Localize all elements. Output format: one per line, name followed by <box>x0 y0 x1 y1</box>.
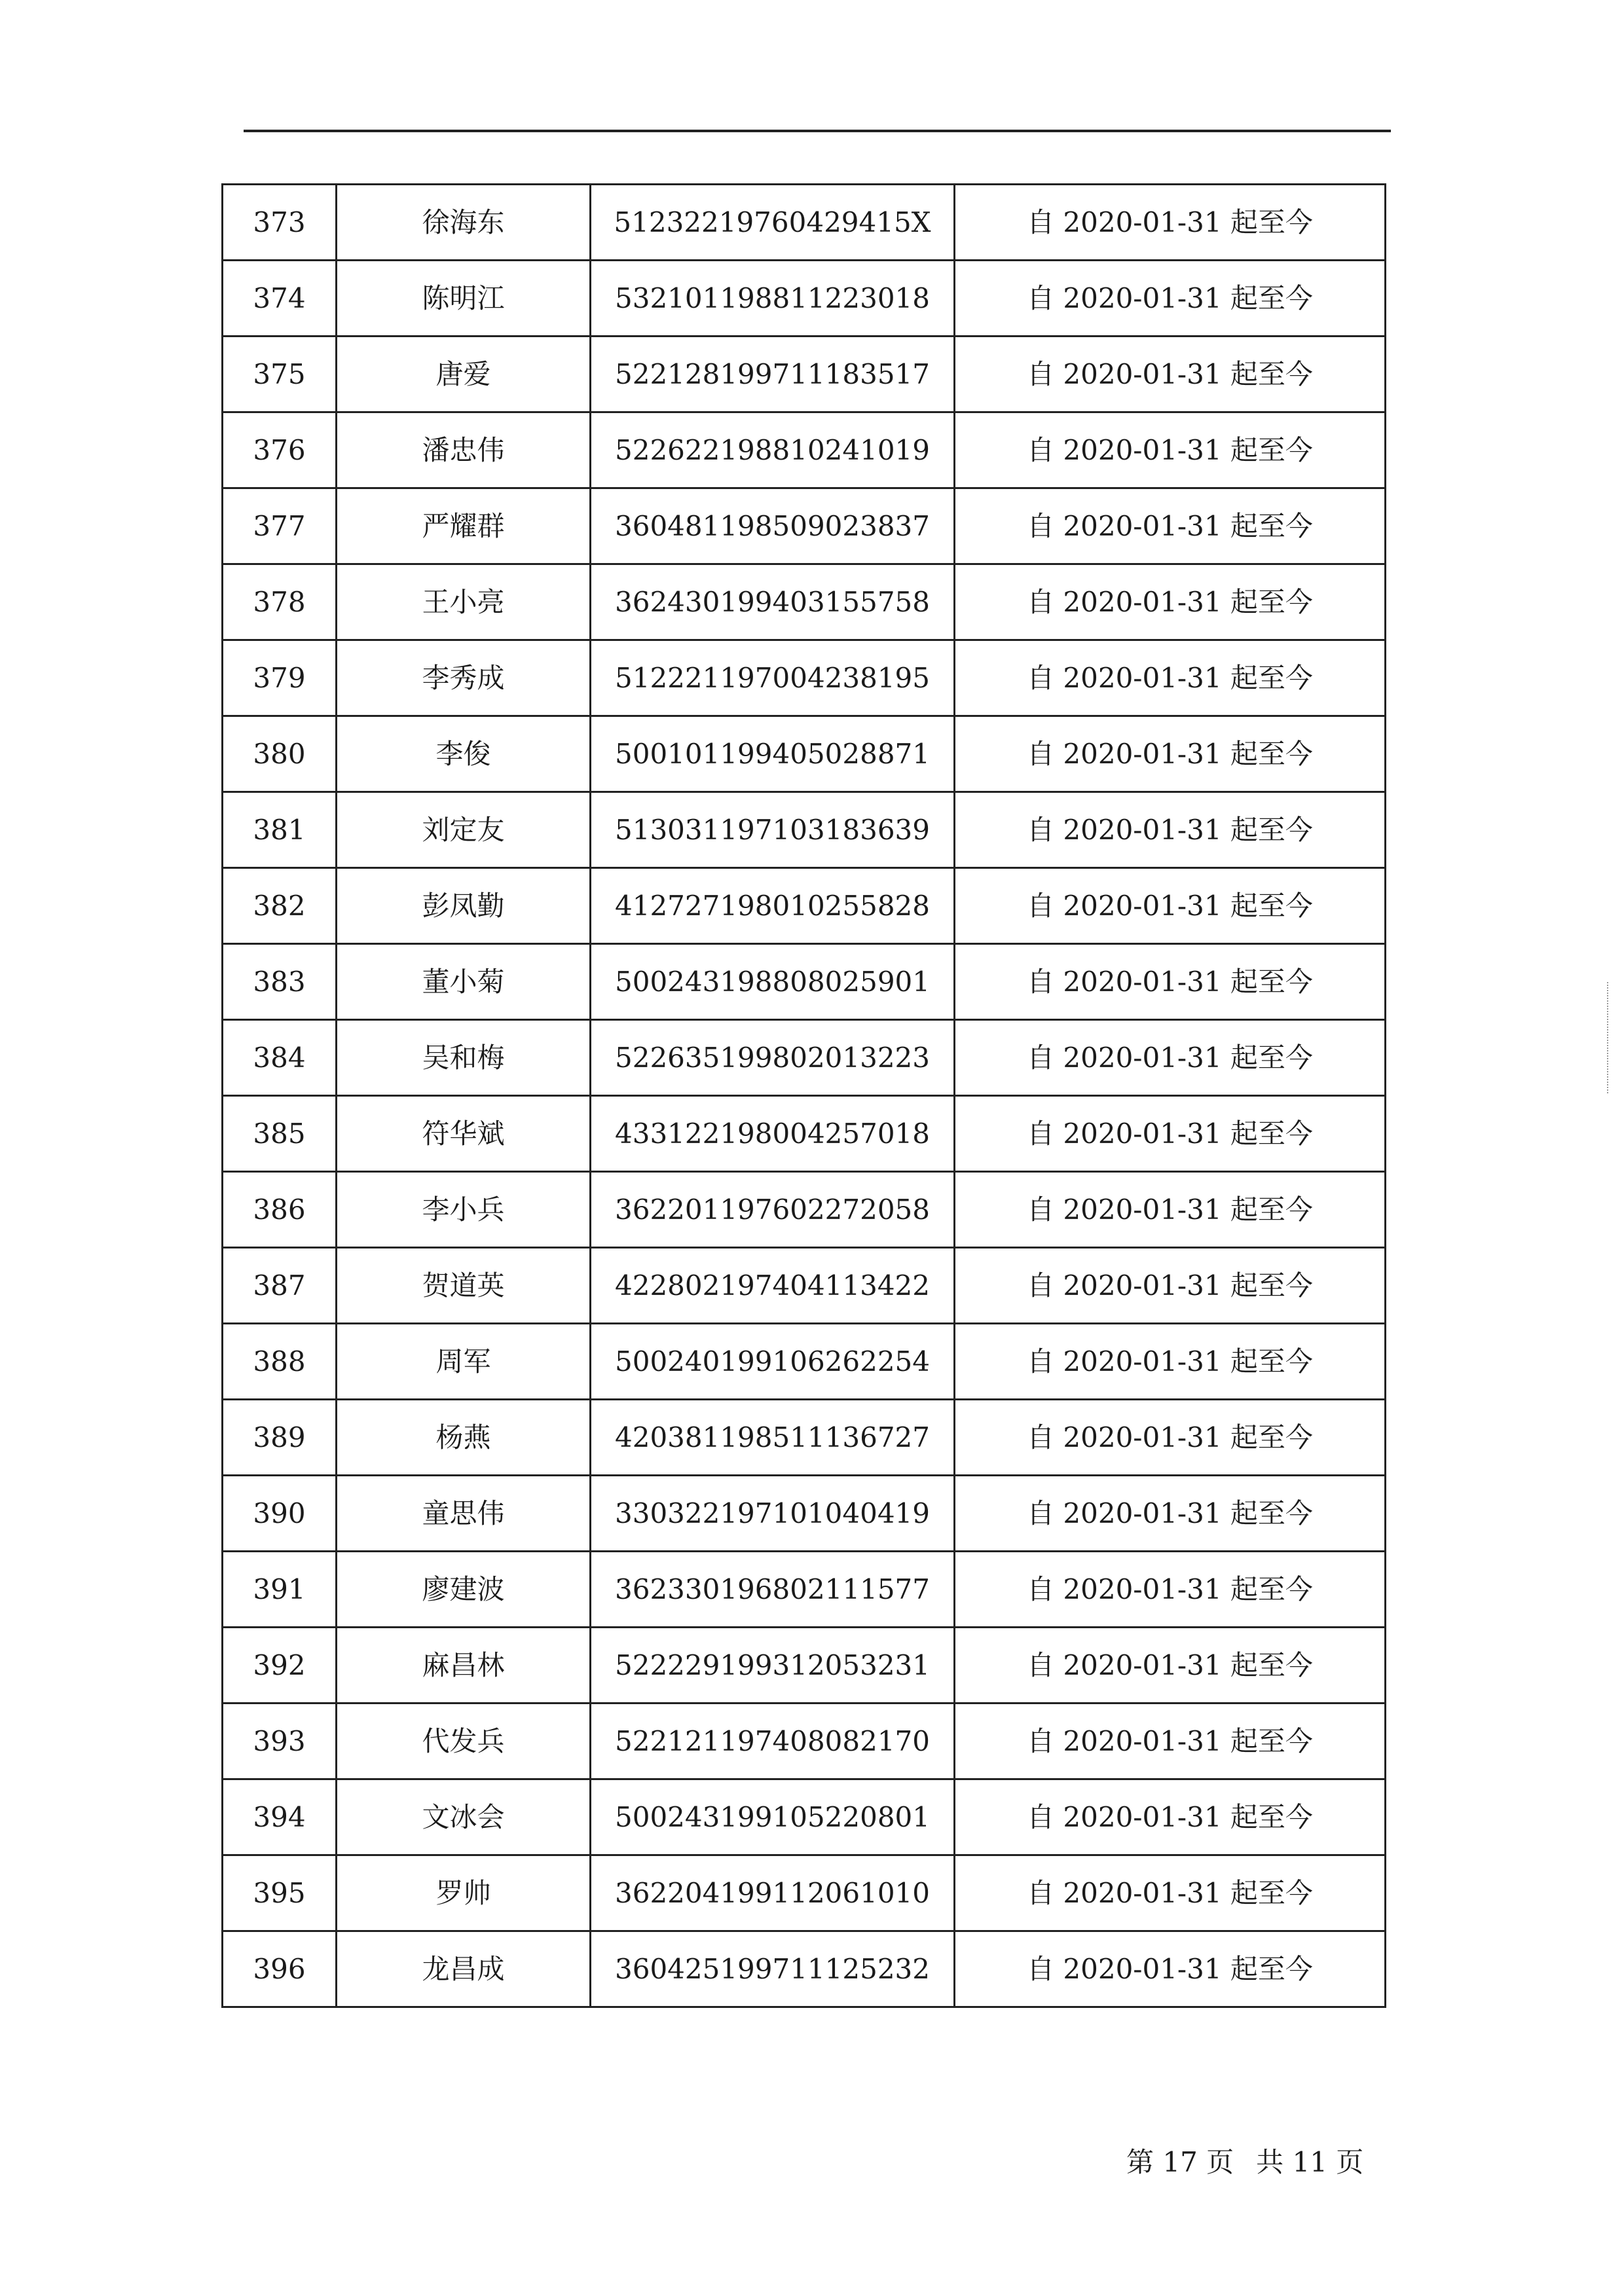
id-number-cell: 420381198511136727 <box>591 1400 955 1476</box>
id-number-cell: 412727198010255828 <box>591 868 955 944</box>
since-date-cell: 自 2020-01-31 起至今 <box>955 1931 1386 2007</box>
table-row <box>223 564 1386 640</box>
id-number-cell: 433122198004257018 <box>591 1096 955 1172</box>
since-date-cell: 自 2020-01-31 起至今 <box>955 1476 1386 1552</box>
id-number-cell: 522128199711183517 <box>591 337 955 412</box>
id-number-cell: 362330196802111577 <box>591 1552 955 1628</box>
id-number-cell: 522635199802013223 <box>591 1020 955 1096</box>
name-cell: 王小亮 <box>337 564 591 640</box>
since-date-cell: 自 2020-01-31 起至今 <box>955 1400 1386 1476</box>
name-cell: 符华斌 <box>337 1096 591 1172</box>
name-cell: 麻昌林 <box>337 1628 591 1704</box>
since-date-cell: 自 2020-01-31 起至今 <box>955 1172 1386 1248</box>
row-number-cell: 378 <box>223 564 337 640</box>
since-date-cell: 自 2020-01-31 起至今 <box>955 716 1386 792</box>
row-number-cell: 389 <box>223 1400 337 1476</box>
since-date-cell: 自 2020-01-31 起至今 <box>955 1324 1386 1400</box>
table-row <box>223 1855 1386 1931</box>
table-row <box>223 868 1386 944</box>
table-row <box>223 261 1386 337</box>
name-cell: 彭凤勤 <box>337 868 591 944</box>
id-number-cell: 360481198509023837 <box>591 488 955 564</box>
table-row <box>223 1476 1386 1552</box>
since-date-cell: 自 2020-01-31 起至今 <box>955 488 1386 564</box>
table-row <box>223 1248 1386 1324</box>
table-row <box>223 1096 1386 1172</box>
row-number-cell: 390 <box>223 1476 337 1552</box>
name-cell: 文冰会 <box>337 1779 591 1855</box>
row-number-cell: 384 <box>223 1020 337 1096</box>
id-number-cell: 362430199403155758 <box>591 564 955 640</box>
id-number-cell: 362204199112061010 <box>591 1855 955 1931</box>
row-number-cell: 393 <box>223 1704 337 1779</box>
since-date-cell: 自 2020-01-31 起至今 <box>955 261 1386 337</box>
roster-table <box>221 183 1386 2008</box>
name-cell: 董小菊 <box>337 944 591 1020</box>
name-cell: 李秀成 <box>337 640 591 716</box>
since-date-cell: 自 2020-01-31 起至今 <box>955 1779 1386 1855</box>
table-row <box>223 792 1386 868</box>
table-row <box>223 337 1386 412</box>
row-number-cell: 382 <box>223 868 337 944</box>
id-number-cell: 512221197004238195 <box>591 640 955 716</box>
row-number-cell: 380 <box>223 716 337 792</box>
since-date-cell: 自 2020-01-31 起至今 <box>955 1628 1386 1704</box>
row-number-cell: 379 <box>223 640 337 716</box>
id-number-cell: 362201197602272058 <box>591 1172 955 1248</box>
since-date-cell: 自 2020-01-31 起至今 <box>955 185 1386 261</box>
roster-table-container <box>221 183 1384 2008</box>
since-date-cell: 自 2020-01-31 起至今 <box>955 640 1386 716</box>
since-date-cell: 自 2020-01-31 起至今 <box>955 792 1386 868</box>
since-date-cell: 自 2020-01-31 起至今 <box>955 1552 1386 1628</box>
table-row <box>223 1931 1386 2007</box>
id-number-cell: 513031197103183639 <box>591 792 955 868</box>
table-row <box>223 716 1386 792</box>
since-date-cell: 自 2020-01-31 起至今 <box>955 1248 1386 1324</box>
id-number-cell: 51232219760429415X <box>591 185 955 261</box>
name-cell: 徐海东 <box>337 185 591 261</box>
table-row <box>223 1324 1386 1400</box>
roster-table-body <box>223 185 1386 2007</box>
name-cell: 廖建波 <box>337 1552 591 1628</box>
name-cell: 罗帅 <box>337 1855 591 1931</box>
since-date-cell: 自 2020-01-31 起至今 <box>955 944 1386 1020</box>
row-number-cell: 374 <box>223 261 337 337</box>
row-number-cell: 388 <box>223 1324 337 1400</box>
id-number-cell: 330322197101040419 <box>591 1476 955 1552</box>
id-number-cell: 500101199405028871 <box>591 716 955 792</box>
table-row <box>223 1552 1386 1628</box>
table-row <box>223 640 1386 716</box>
since-date-cell: 自 2020-01-31 起至今 <box>955 564 1386 640</box>
id-number-cell: 500243199105220801 <box>591 1779 955 1855</box>
row-number-cell: 385 <box>223 1096 337 1172</box>
name-cell: 唐爱 <box>337 337 591 412</box>
row-number-cell: 392 <box>223 1628 337 1704</box>
since-date-cell: 自 2020-01-31 起至今 <box>955 1704 1386 1779</box>
id-number-cell: 522229199312053231 <box>591 1628 955 1704</box>
row-number-cell: 376 <box>223 412 337 488</box>
name-cell: 龙昌成 <box>337 1931 591 2007</box>
since-date-cell: 自 2020-01-31 起至今 <box>955 868 1386 944</box>
table-row <box>223 488 1386 564</box>
name-cell: 吴和梅 <box>337 1020 591 1096</box>
name-cell: 李俊 <box>337 716 591 792</box>
table-row <box>223 1400 1386 1476</box>
id-number-cell: 422802197404113422 <box>591 1248 955 1324</box>
page-footer <box>1126 2141 1363 2180</box>
since-date-cell: 自 2020-01-31 起至今 <box>955 337 1386 412</box>
row-number-cell: 394 <box>223 1779 337 1855</box>
name-cell: 贺道英 <box>337 1248 591 1324</box>
table-row <box>223 412 1386 488</box>
id-number-cell: 522121197408082170 <box>591 1704 955 1779</box>
scan-edge-marks <box>1607 982 1612 1093</box>
row-number-cell: 377 <box>223 488 337 564</box>
name-cell: 严耀群 <box>337 488 591 564</box>
since-date-cell: 自 2020-01-31 起至今 <box>955 1020 1386 1096</box>
since-date-cell: 自 2020-01-31 起至今 <box>955 1855 1386 1931</box>
name-cell: 陈明江 <box>337 261 591 337</box>
row-number-cell: 383 <box>223 944 337 1020</box>
table-row <box>223 1704 1386 1779</box>
row-number-cell: 375 <box>223 337 337 412</box>
page-total: 共 11 页 <box>1256 2146 1364 2178</box>
name-cell: 刘定友 <box>337 792 591 868</box>
id-number-cell: 532101198811223018 <box>591 261 955 337</box>
since-date-cell: 自 2020-01-31 起至今 <box>955 412 1386 488</box>
row-number-cell: 373 <box>223 185 337 261</box>
table-row <box>223 1020 1386 1096</box>
name-cell: 童思伟 <box>337 1476 591 1552</box>
id-number-cell: 360425199711125232 <box>591 1931 955 2007</box>
row-number-cell: 396 <box>223 1931 337 2007</box>
table-row <box>223 944 1386 1020</box>
table-row <box>223 1779 1386 1855</box>
page-number: 第 17 页 <box>1126 2146 1234 2178</box>
row-number-cell: 395 <box>223 1855 337 1931</box>
header-rule <box>244 130 1391 132</box>
id-number-cell: 500243198808025901 <box>591 944 955 1020</box>
id-number-cell: 522622198810241019 <box>591 412 955 488</box>
name-cell: 代发兵 <box>337 1704 591 1779</box>
row-number-cell: 386 <box>223 1172 337 1248</box>
row-number-cell: 381 <box>223 792 337 868</box>
row-number-cell: 391 <box>223 1552 337 1628</box>
name-cell: 李小兵 <box>337 1172 591 1248</box>
name-cell: 杨燕 <box>337 1400 591 1476</box>
since-date-cell: 自 2020-01-31 起至今 <box>955 1096 1386 1172</box>
row-number-cell: 387 <box>223 1248 337 1324</box>
table-row <box>223 1172 1386 1248</box>
name-cell: 潘忠伟 <box>337 412 591 488</box>
id-number-cell: 500240199106262254 <box>591 1324 955 1400</box>
table-row <box>223 185 1386 261</box>
table-row <box>223 1628 1386 1704</box>
name-cell: 周军 <box>337 1324 591 1400</box>
